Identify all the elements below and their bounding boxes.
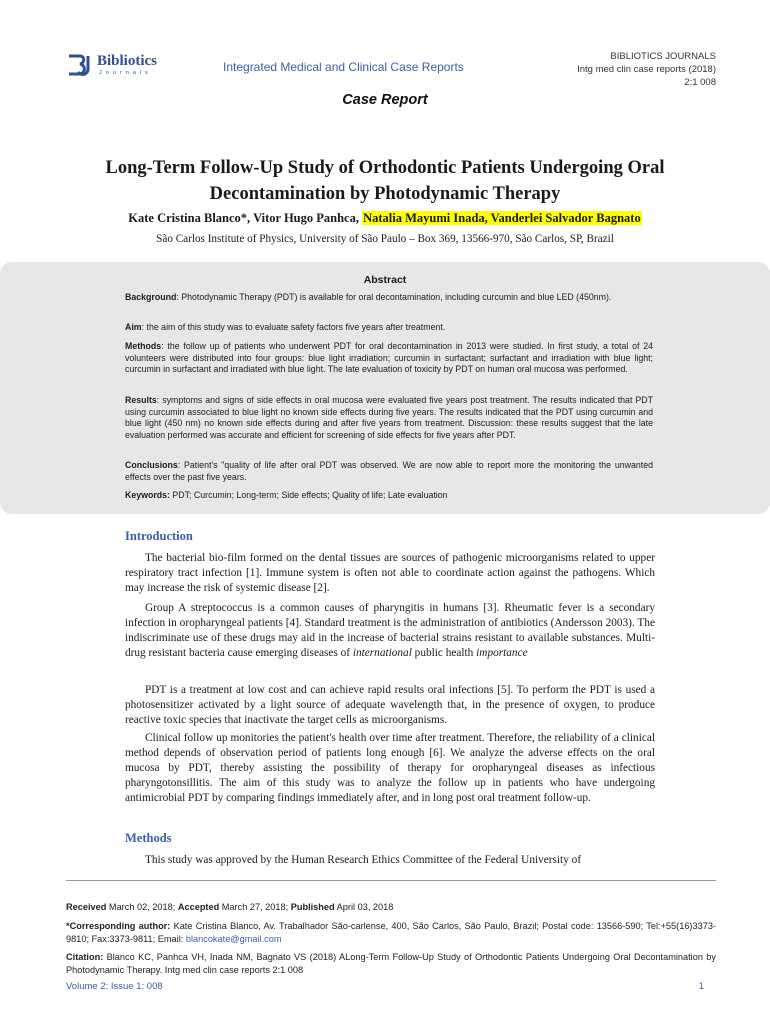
volume-issue: Volume 2: Issue 1: 008 xyxy=(66,981,163,992)
dates-line: Received March 02, 2018; Accepted March 27, 2018; Published April 03, 2018 xyxy=(66,902,394,912)
affiliation: São Carlos Institute of Physics, University of São Paulo – Box 369, 13566-970, São Carlos, SP, Brazil xyxy=(156,233,614,245)
article-title: Long-Term Follow-Up Study of Orthodontic Patients Undergoing Oral Decontamination by Photodynamic Therapy xyxy=(105,158,665,204)
page-number: 1 xyxy=(698,981,704,992)
methods-paragraph-1: This study was approved by the Human Research Ethics Committee of the Federal University of xyxy=(145,854,582,866)
journal-publisher: BIBLIOTICS JOURNALS xyxy=(610,51,716,62)
methods-heading: Methods xyxy=(125,831,172,845)
intro-paragraph-1: The bacterial bio-film formed on the dental tissues are sources of pathogenic microorganisms related to upper respiratory tract infection [1]. Immune system is often not able to coordinate action against the pathogens. Which may increase the risk of systemic disease [2]. xyxy=(125,552,655,594)
abstract-conclusions: Conclusions: Patient's "quality of life after oral PDT was observed. We are now able to report more the monitoring the unwanted effects over the past five years. xyxy=(125,460,653,482)
logo-subtitle: Journals xyxy=(99,70,152,76)
abstract-keywords: Keywords: PDT; Curcumin; Long-term; Side effects; Quality of life; Late evaluation xyxy=(125,490,448,500)
journal-title: Integrated Medical and Clinical Case Reports xyxy=(223,60,464,74)
intro-paragraph-2: Group A streptococcus is a common causes of pharyngitis in humans [3]. Rheumatic fever is a secondary infection in oropharyngeal patients [4]. Standard treatment is the administration of antibiotics (Andersson 2003). The indiscriminate use of these drugs may aid in the increase of bacterial strains resistant to available substances. Multi-drug resistant bacteria cause emerging diseases of international public health importance xyxy=(125,602,655,659)
abstract-heading: Abstract xyxy=(363,274,407,286)
authors-plain: Kate Cristina Blanco*, Vitor Hugo Panhca, xyxy=(128,211,359,225)
corresponding-author: *Corresponding author: Kate Cristina Blanco, Av. Trabalhador São-carlense, 400, São Carlos, São Paulo, Brazil; Postal code: 13566-590; Tel:+55(16)3373-9810; Fax:3373-9811; Email: blancokate@gmail.com xyxy=(66,921,716,944)
logo-name: Bibliotics xyxy=(97,53,158,69)
authors xyxy=(40,211,730,226)
abstract-results: Results: symptoms and signs of side effects in oral mucosa were evaluated five years post treatment. The results indicated that PDT using curcumin associated to blue light no known side effects during five years. The results indicated that the PDT using curcumin and blue light (450 nm) no known side effects during and after five years from treatment. Discussion: these results suggest that the late evaluation performed was accurate and efficient for screening of side effects for five years after PDT. xyxy=(125,395,653,440)
introduction-heading: Introduction xyxy=(125,529,193,543)
intro-paragraph-4: Clinical follow up monitories the patient's health over time after treatment. Therefore, the reliability of a clinical method depends of observation period of patients long enough [6]. We analyze the adverse effects on the oral mucosa by PDT, thereby assisting the possibility of therapy for oropharyngeal diseases as infectious pharyngotonsillitis. The aim of this study was to analyze the follow up in patients who have undergoing antimicrobial PDT by comparing findings immediately after, and in long post oral treatment follow-up. xyxy=(125,732,655,804)
journal-citation-short: Intg med clin case reports (2018) xyxy=(577,64,716,75)
citation: Citation: Blanco KC, Panhca VH, Inada NM, Bagnato VS (2018) ALong-Term Follow-Up Study of Orthodontic Patients Undergoing Oral Decontamination by Photodynamic Therapy. Intg med clin case reports 2:1 008 xyxy=(66,952,716,975)
abstract-methods: Methods: the follow up of patients who underwent PDT for oral decontamination in 2013 were studied. In first study, a total of 24 volunteers were distributed into four groups: blue light irradiation; curcumin in surfactant; surfactant and irradiation with blue light; curcumin in surfactant and irradiated with blue light. The late evaluation of toxicity by PDT on human oral mucosa was performed. xyxy=(125,341,653,374)
journal-info xyxy=(577,50,716,89)
email-link[interactable]: blancokate@gmail.com xyxy=(185,933,282,944)
article-type: Case Report xyxy=(342,92,428,108)
abstract-background: Background: Photodynamic Therapy (PDT) is available for oral decontamination, including curcumin and blue LED (450nm). xyxy=(125,292,612,302)
intro-paragraph-3: PDT is a treatment at low cost and can achieve rapid results oral infections [5]. To perform the PDT is used a photosensitizer activated by a light source of adequate wavelength that, in the presence of oxygen, to produce reactive toxic species that inactivate the target cells as microorganisms. xyxy=(125,684,655,726)
abstract-aim: Aim: the aim of this study was to evaluate safety factors five years after treatment. xyxy=(125,322,446,332)
journal-volume: 2:1 008 xyxy=(684,77,716,88)
bj-logo-icon xyxy=(66,52,96,78)
journal-logo xyxy=(66,52,176,82)
footer-divider xyxy=(66,880,716,881)
authors-highlighted: Natalia Mayumi Inada, Vanderlei Salvador Bagnato xyxy=(363,211,641,225)
